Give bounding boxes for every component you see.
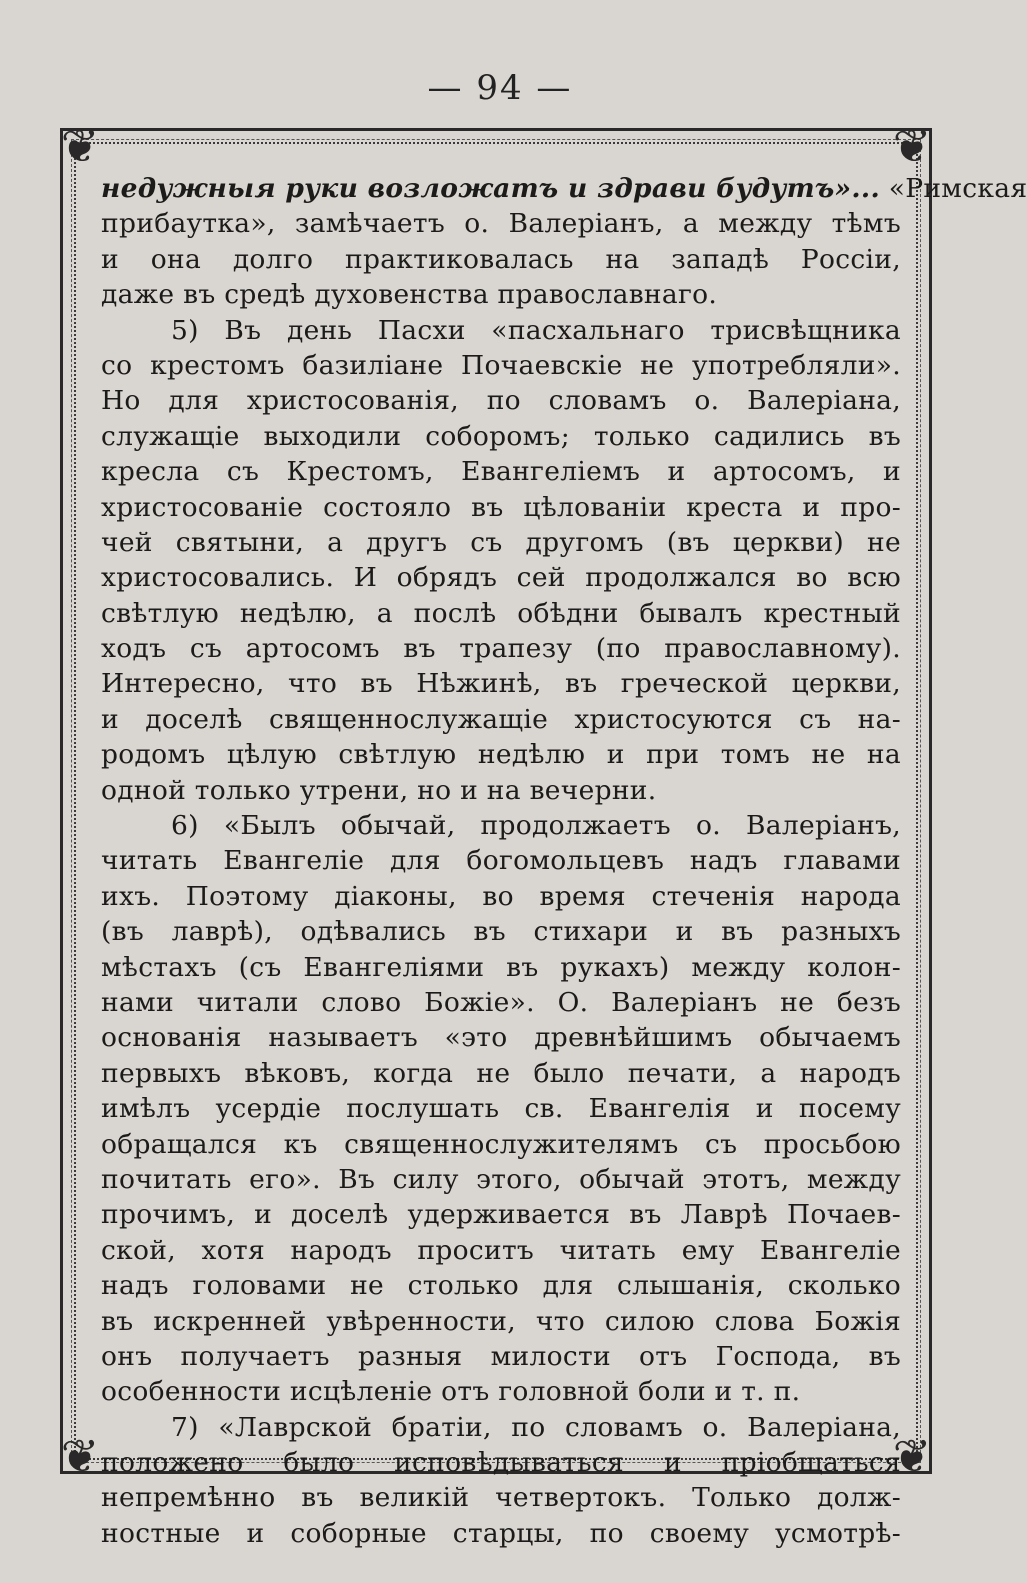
text-line: родомъ цѣлую свѣтлую недѣлю и при томъ не на [101, 739, 901, 771]
text-line [101, 171, 1027, 206]
text-line: служащіе выходили соборомъ; только садились въ [101, 420, 901, 452]
corner-ornament-icon: ❦ [60, 119, 100, 173]
ornamental-border [60, 119, 1027, 1549]
text-line: 5) Въ день Пасхи «пасхальнаго трисвѣщника [171, 314, 901, 346]
text-line: со крестомъ базиліане Почаевскіе не употребляли». [101, 349, 901, 381]
text-line: одной только утрени, но и на вечерни. [101, 774, 657, 806]
text-line: Но для христосованія, по словамъ о. Валеріана, [101, 385, 901, 417]
body-text [101, 171, 1027, 1551]
text-line: христосованіе состояло въ цѣлованіи креста и про- [101, 491, 901, 523]
text-line: нами читали слово Божіе». О. Валеріанъ не безъ [101, 986, 901, 1018]
text-line: непремѣнно въ великій четвертокъ. Только долж- [101, 1482, 901, 1514]
text-line: положено было исповѣдываться и пріобщаться [101, 1447, 901, 1479]
text-line: надъ головами не столько для слышанія, сколько [101, 1270, 901, 1302]
text-line: читать Евангеліе для богомольцевъ надъ главами [101, 845, 901, 877]
text-line: и доселѣ священнослужащіе христосуются съ на- [101, 703, 901, 735]
text-line: прибаутка», замѣчаетъ о. Валеріанъ, а между тѣмъ [101, 208, 901, 240]
text-line: 6) «Былъ обычай, продолжаетъ о. Валеріанъ, [171, 810, 901, 842]
text-line: христосовались. И обрядъ сей продолжался во всю [101, 562, 901, 594]
text-line: обращался къ священнослужителямъ съ просьбою [101, 1128, 901, 1160]
text-line: ихъ. Поэтому діаконы, во время стеченія народа [101, 880, 901, 912]
text-line: кресла съ Крестомъ, Евангеліемъ и артосомъ, и [101, 456, 901, 488]
corner-ornament-icon: ❦ [892, 119, 932, 173]
text-line: въ искренней увѣренности, что силою слова Божія [101, 1305, 901, 1337]
text-line: первыхъ вѣковъ, когда не было печати, а народъ [101, 1057, 901, 1089]
corner-ornament-icon: ❦ [892, 1429, 932, 1483]
text-line: свѣтлую недѣлю, а послѣ обѣдни бывалъ крестный [101, 597, 901, 629]
text-line: (въ лаврѣ), одѣвались въ стихари и въ разныхъ [101, 916, 901, 948]
text-line: ской, хотя народъ проситъ читать ему Евангеліе [101, 1234, 901, 1266]
text-line: прочимъ, и доселѣ удерживается въ Лаврѣ Почаев- [101, 1199, 901, 1231]
text-line: мѣстахъ (съ Евангеліями въ рукахъ) между колон- [101, 951, 901, 983]
italic-quote: недужныя руки возложатъ и здрави будутъ»... [101, 173, 880, 204]
text-line: Интересно, что въ Нѣжинѣ, въ греческой церкви, [101, 668, 901, 700]
text-line: почитать его». Въ силу этого, обычай этотъ, между [101, 1163, 901, 1195]
text-line: основанія называетъ «это древнѣйшимъ обычаемъ [101, 1022, 901, 1054]
corner-ornament-icon: ❦ [60, 1429, 100, 1483]
text-fragment: «Римская [879, 173, 1027, 204]
text-line: 7) «Лаврской братіи, по словамъ о. Валеріана, [171, 1411, 901, 1443]
text-line: ходъ съ артосомъ въ трапезу (по православному). [101, 633, 901, 665]
text-line: чей святыни, а другъ съ другомъ (въ церкви) не [101, 526, 901, 558]
text-line: даже въ средѣ духовенства православнаго. [101, 279, 718, 311]
text-line: особенности исцѣленіе отъ головной боли и т. п. [101, 1376, 801, 1408]
text-line: имѣлъ усердіе послушать св. Евангелія и посему [101, 1093, 901, 1125]
text-line: онъ получаетъ разныя милости отъ Господа, въ [101, 1340, 901, 1372]
text-line: ностные и соборные старцы, по своему усмотрѣ- [101, 1517, 901, 1549]
page-number: — 94 — [427, 68, 573, 108]
text-line: и она долго практиковалась на западѣ Россіи, [101, 243, 901, 275]
